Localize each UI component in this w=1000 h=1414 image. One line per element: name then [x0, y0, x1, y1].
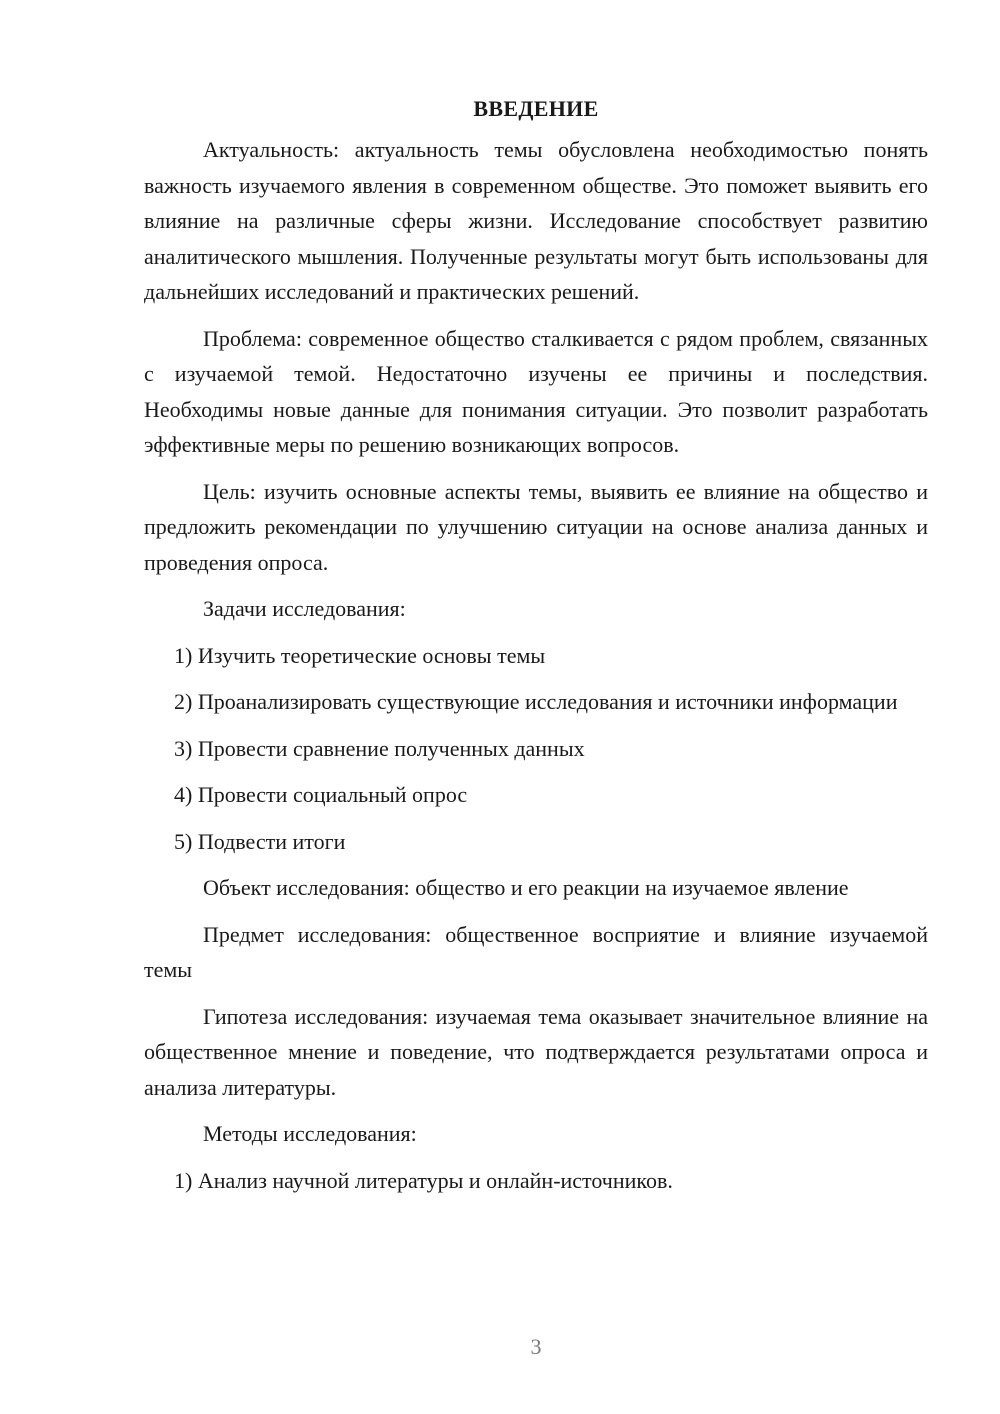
task-item-4: 4) Провести социальный опрос — [174, 782, 468, 807]
page-title: ВВЕДЕНИЕ — [473, 96, 599, 121]
task-item-2: 2) Проанализировать существующие исследования и источники информации — [174, 689, 898, 714]
page-number: 3 — [530, 1334, 542, 1359]
relevance-paragraph: Актуальность: актуальность темы обусловлена необходимостью понять важность изучаемого явления в современном обществе. Это поможет выявить его влияние на различные сферы жизни. Исследование способствует развитию аналитического мышления. Полученные результаты могут быть использованы для дальнейших исследований и практических решений. — [144, 137, 928, 304]
task-item-3: 3) Провести сравнение полученных данных — [174, 735, 585, 761]
problem-paragraph: Проблема: современное общество сталкивается с рядом проблем, связанных с изучаемой темой. Недостаточно изучены ее причины и последствия. Необходимы новые данные для понимания ситуации. Это позволит разработать эффективные меры по решению возникающих вопросов. — [144, 325, 928, 457]
method-item-1: 1) Анализ научной литературы и онлайн-источников. — [174, 1167, 673, 1193]
hypothesis-paragraph: Гипотеза исследования: изучаемая тема оказывает значительное влияние на общественное мнение и поведение, что подтверждается результатами опроса и анализа литературы. — [144, 1003, 928, 1100]
task-item-5: 5) Подвести итоги — [174, 828, 346, 854]
tasks-heading: Задачи исследования: — [203, 596, 406, 621]
goal-paragraph: Цель: изучить основные аспекты темы, выявить ее влияние на общество и предложить рекомендации по улучшению ситуации на основе анализа данных и проведения опроса. — [144, 478, 928, 575]
methods-heading: Методы исследования: — [203, 1121, 417, 1146]
task-item-1: 1) Изучить теоретические основы темы — [174, 642, 546, 668]
object-paragraph: Объект исследования: общество и его реакции на изучаемое явление — [203, 875, 849, 900]
page-content — [144, 92, 928, 1209]
subject-paragraph: Предмет исследования: общественное восприятие и влияние изучаемой темы — [144, 921, 928, 982]
